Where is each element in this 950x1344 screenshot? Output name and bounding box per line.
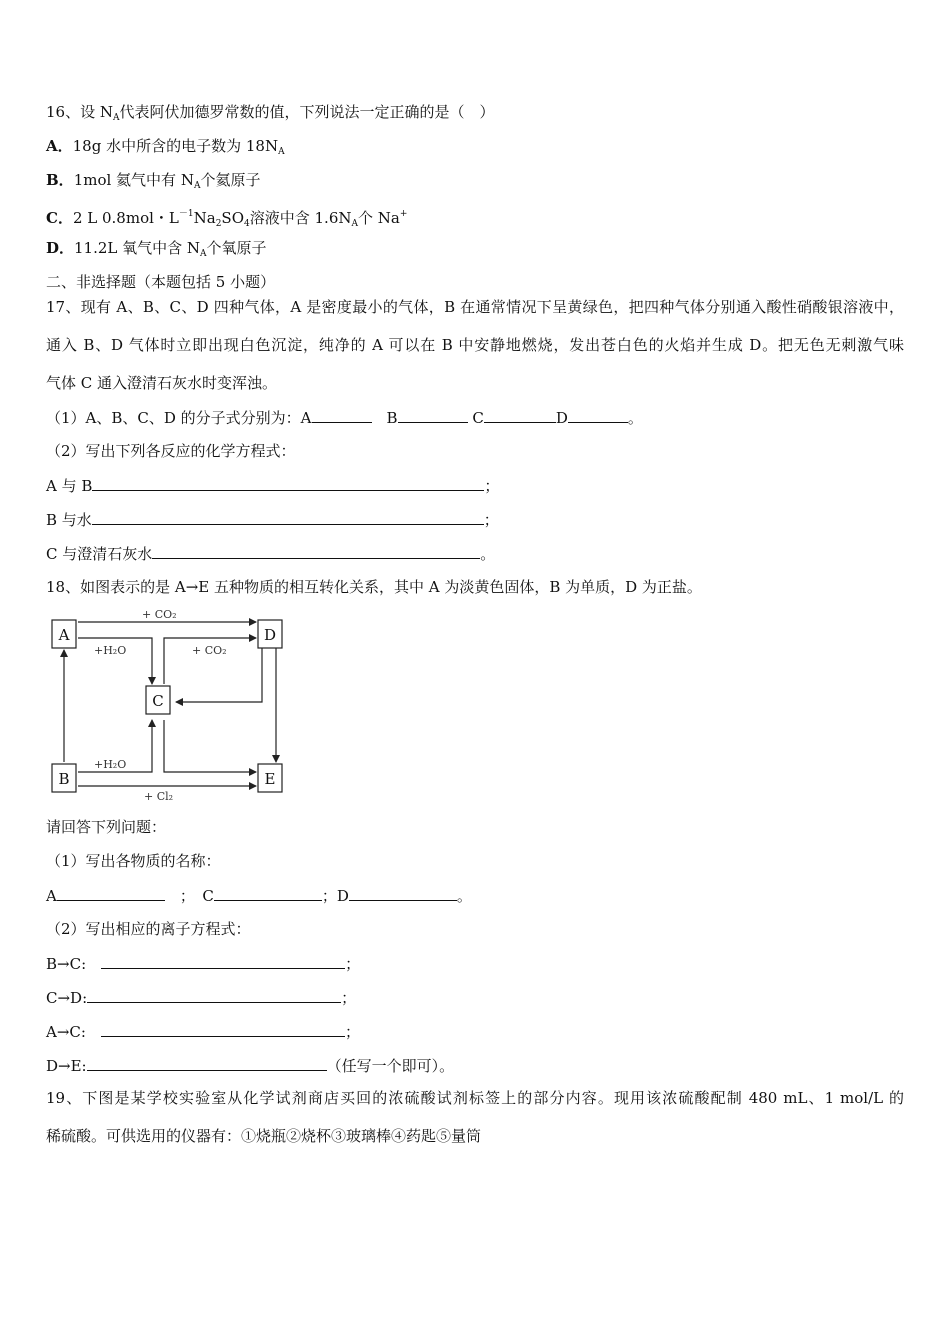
conversion-diagram — [46, 602, 296, 802]
answer-blank[interactable] — [484, 408, 556, 423]
q17-reaction-c-limewater: C 与澄清石灰水 。 — [46, 545, 496, 563]
answer-blank[interactable] — [349, 886, 457, 901]
label-a-c-h2o: +H₂O — [94, 644, 127, 657]
q17-sub1: （1）A、B、C、D 的分子式分别为：A B C D 。 — [46, 409, 643, 427]
q17-reaction-a-b: A 与 B ； — [46, 477, 500, 495]
q16-option-c: C．2 L 0.8mol・$L^{-1}Na_2SO_4$溶液中含 $1.6N_A$个 Na+ — [46, 209, 408, 229]
answer-blank[interactable] — [87, 1056, 327, 1071]
answer-blank[interactable] — [214, 886, 322, 901]
answer-blank[interactable] — [87, 988, 341, 1003]
q16-option-a: A．18g 水中所含的电子数为 $18N_A$ — [46, 137, 285, 157]
q17-paragraph-2: 通入 B、D 气体时立即出现白色沉淀，纯净的 A 可以在 B 中安静地燃烧，发出苍白色的火焰并生成 D。把无色无刺激气味 — [46, 336, 904, 354]
q18-names: A ； C ；D 。 — [46, 887, 472, 905]
q17-sub2: （2）写出下列各反应的化学方程式： — [46, 442, 296, 460]
node-b: B — [58, 770, 70, 788]
q17-paragraph-1: 17、现有 A、B、C、D 四种气体，A 是密度最小的气体，B 在通常情况下呈黄绿色，把四种气体分别通入酸性硝酸银溶液中， — [46, 298, 904, 316]
arrow-c-e — [164, 720, 256, 772]
node-c: C — [152, 692, 164, 710]
label-bottom-cl2: + Cl₂ — [144, 790, 174, 802]
answer-blank[interactable] — [92, 510, 484, 525]
answer-blank[interactable] — [92, 476, 484, 491]
answer-blank[interactable] — [57, 886, 165, 901]
q17-paragraph-3: 气体 C 通入澄清石灰水时变浑浊。 — [46, 374, 278, 392]
label-mid-co2: + CO₂ — [192, 644, 227, 657]
q18-sub1: （1）写出各物质的名称： — [46, 852, 221, 870]
q18-stem: 18、如图表示的是 A→E 五种物质的相互转化关系，其中 A 为淡黄色固体，B 为单质，D 为正盐。 — [46, 578, 702, 596]
q17-reaction-b-water: B 与水 ； — [46, 511, 499, 529]
q19-paragraph-2: 稀硫酸。可供选用的仪器有：①烧瓶②烧杯③玻璃棒④药匙⑤量筒 — [46, 1127, 482, 1145]
q18-eq-c-d: C→D: ； — [46, 989, 357, 1007]
answer-blank[interactable] — [101, 1022, 345, 1037]
node-d: D — [263, 626, 277, 644]
q16-stem: 16、设 $N_A$代表阿伏加德罗常数的值，下列说法一定正确的是（ ） — [46, 103, 495, 123]
q18-eq-a-c: A→C: ； — [46, 1023, 360, 1041]
node-e: E — [264, 770, 276, 788]
q16-option-b: B．1mol 氦气中有 $N_A$个氦原子 — [46, 171, 261, 191]
q19-paragraph-1: 19、下图是某学校实验室从化学试剂商店买回的浓硫酸试剂标签上的部分内容。现用该浓硫酸配制 480 mL、1 mol/L 的 — [46, 1089, 904, 1107]
answer-blank[interactable] — [398, 408, 468, 423]
answer-blank[interactable] — [101, 954, 345, 969]
q16-option-d: D．11.2L 氧气中含 $N_A$个氧原子 — [46, 239, 267, 259]
q18-eq-d-e: D→E: （任写一个即可）。 — [46, 1057, 455, 1075]
answer-blank[interactable] — [312, 408, 372, 423]
section-heading: 二、非选择题（本题包括 5 小题） — [46, 273, 276, 291]
node-a: A — [58, 626, 70, 644]
answer-blank[interactable] — [568, 408, 628, 423]
q18-eq-b-c: B→C: ； — [46, 955, 361, 973]
label-top-co2: + CO₂ — [142, 608, 177, 621]
answer-blank[interactable] — [152, 544, 480, 559]
q18-sub2: （2）写出相应的离子方程式： — [46, 920, 251, 938]
label-b-c-h2o: +H₂O — [94, 758, 127, 771]
q18-ask: 请回答下列问题： — [46, 818, 167, 836]
